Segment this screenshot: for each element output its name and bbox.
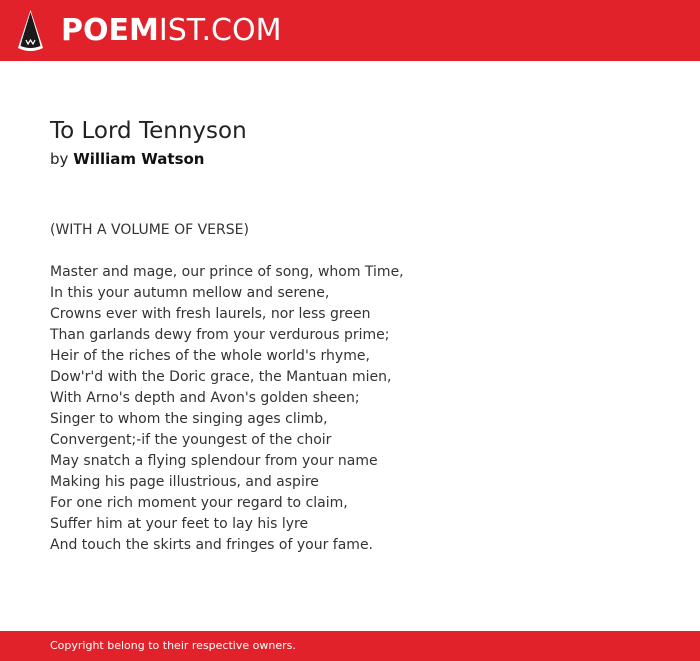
footer-bar bbox=[0, 631, 700, 661]
site-logo-link[interactable] bbox=[18, 9, 281, 53]
poem-subtitle: (WITH A VOLUME OF VERSE) bbox=[50, 222, 249, 238]
poem-line: Crowns ever with fresh laurels, nor less green bbox=[50, 306, 371, 322]
by-label: by bbox=[50, 150, 69, 168]
poem-line: With Arno's depth and Avon's golden sheen; bbox=[50, 390, 360, 406]
poem-line: For one rich moment your regard to claim, bbox=[50, 495, 348, 511]
poem-line: Making his page illustrious, and aspire bbox=[50, 474, 319, 490]
logo-bold-text: POEM bbox=[61, 13, 159, 48]
poem-content bbox=[50, 116, 650, 556]
poem-byline bbox=[50, 148, 650, 170]
poem-line: In this your autumn mellow and serene, bbox=[50, 285, 330, 301]
poem-line: Than garlands dewy from your verdurous prime; bbox=[50, 327, 390, 343]
poem-line: Singer to whom the singing ages climb, bbox=[50, 411, 328, 427]
poem-line: May snatch a flying splendour from your name bbox=[50, 453, 378, 469]
poem-line: Heir of the riches of the whole world's rhyme, bbox=[50, 348, 370, 364]
poem-body bbox=[50, 262, 650, 556]
pencil-tip-icon bbox=[18, 10, 43, 52]
poem-line: Convergent;-if the youngest of the choir bbox=[50, 432, 332, 448]
poem-line: Suffer him at your feet to lay his lyre bbox=[50, 516, 309, 532]
poem-line: Master and mage, our prince of song, whom Time, bbox=[50, 264, 404, 280]
poem-line: And touch the skirts and fringes of your fame. bbox=[50, 537, 374, 553]
site-logo-text bbox=[61, 9, 281, 53]
poem-title: To Lord Tennyson bbox=[50, 118, 247, 144]
header-bar bbox=[0, 0, 700, 61]
author-name: William Watson bbox=[73, 150, 205, 168]
copyright-text: Copyright belong to their respective owners. bbox=[50, 639, 296, 652]
poem-line: Dow'r'd with the Doric grace, the Mantuan mien, bbox=[50, 369, 392, 385]
logo-light-text: IST.COM bbox=[158, 13, 282, 48]
